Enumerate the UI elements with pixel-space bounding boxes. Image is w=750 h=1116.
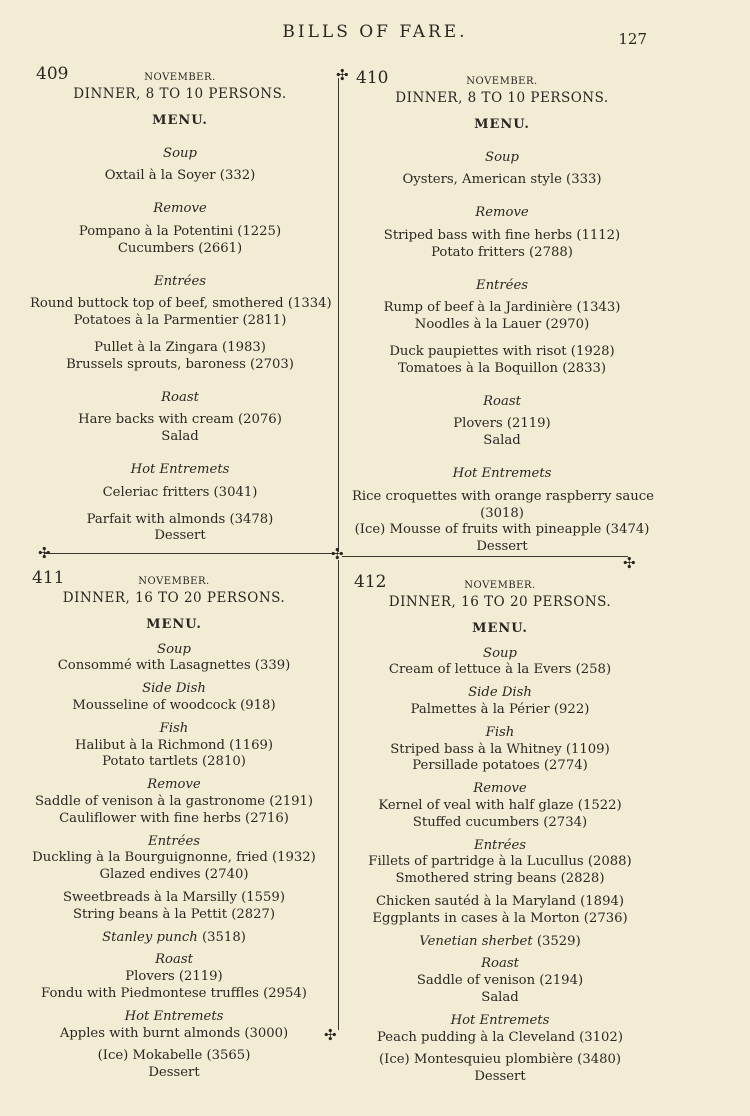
dish-item: Salad [161,429,199,445]
dish-item: Hare backs with cream (2076) [78,412,282,428]
dish-item: Pullet à la Zingara (1983) [94,339,266,355]
course-heading [30,146,330,163]
dish-item: Consommé with Lasagnettes (339) [57,658,291,674]
course-heading [26,952,322,969]
dish-item: Palmettes à la Périer (922) [410,701,590,717]
course-heading-text: Hot Entremets [452,465,552,481]
menu-section [26,834,322,924]
course-heading-number: (3518) [197,929,246,945]
dish-item: Cream of lettuce à la Evers (258) [388,662,612,678]
menu-title: DINNER, 16 TO 20 PERSONS. [62,590,286,606]
dish-item: Celeriac fritters (3041) [102,484,258,500]
course-heading-text: Entrées [473,837,527,853]
dish-item: Oysters, American style (333) [402,172,602,188]
menu-month: NOVEMBER. [464,580,536,591]
dish-item: Rump of beef à la Jardinière (1343) [383,300,621,316]
menu-section [350,838,650,928]
menu-month: NOVEMBER. [138,576,210,587]
course-heading-text: Side Dish [468,685,532,701]
menu-section [350,725,650,775]
course-heading-text: Fish [485,724,515,740]
dish-item: Fillets of partridge à la Lucullus (2088) [368,854,632,870]
dish-item: Pompano à la Potentini (1225) [78,223,282,239]
course-heading-text: Soup [163,145,197,161]
dish-item: Salad [481,989,519,1005]
menu-section [350,646,650,680]
menu-section [26,721,322,771]
dish-item: Round buttock top of beef, smothered (1334) [30,296,332,312]
course-heading-text: Entrées [475,277,529,293]
dish-item: Chicken sautéd à la Maryland (1894) [375,893,625,909]
menu-411 [26,570,322,1082]
dish-item: Dessert [154,528,206,544]
dish-item: Cauliflower with fine herbs (2716) [59,810,289,826]
dish-item: (Ice) Montesquieu plombière (3480) [378,1052,622,1068]
menu-title: DINNER, 8 TO 10 PERSONS. [73,86,287,102]
dish-item: Rice croquettes with orange raspberry sauce [352,488,654,504]
menu-section [352,150,652,190]
menu-section [26,952,322,1002]
dish-item: Dessert [476,539,528,555]
menu-section [30,146,330,186]
course-heading [350,646,650,663]
dish-item: Duck paupiettes with risot (1928) [389,343,615,359]
course-heading-text: Remove [475,205,529,221]
menu-title: DINNER, 16 TO 20 PERSONS. [388,594,612,610]
course-heading [350,685,650,702]
dish-item: Cucumbers (2661) [117,240,243,256]
dish-item: Stuffed cucumbers (2734) [412,814,588,830]
course-heading-number: (3529) [532,933,581,949]
course-heading [26,642,322,659]
menu-section [30,390,330,446]
menu-section [352,205,652,261]
group-spacer [352,334,652,344]
course-heading [350,838,650,855]
dish-item: Potato tartlets (2810) [102,754,246,770]
vertical-divider-bottom [338,560,339,1030]
menu-section [30,201,330,257]
course-heading [352,278,652,295]
dish-item: Oxtail à la Soyer (332) [104,168,256,184]
dish-item: Smothered string beans (2828) [395,871,605,887]
course-heading-text: Soup [485,149,519,165]
dish-item: Sweetbreads à la Marsilly (1559) [63,889,285,905]
dish-item: Brussels sprouts, baroness (2703) [66,356,294,372]
course-heading-text: Roast [155,952,193,968]
menu-section [350,685,650,719]
dish-item: Apples with burnt almonds (3000) [59,1025,289,1041]
fleuron-ornament-icon: ✣ [336,66,349,84]
menu-410 [352,70,652,556]
course-heading-text: Entrées [153,273,207,289]
dish-item: Saddle of venison à la gastronome (2191) [34,793,314,809]
course-heading [26,834,322,851]
course-heading [26,930,322,947]
menu-number: 412 [354,572,387,592]
menu-section [350,781,650,831]
dish-item: (Ice) Mousse of fruits with pineapple (3474) [354,522,650,538]
course-heading-text: Hot Entremets [450,1012,550,1028]
dish-item: Mousseline of woodcock (918) [72,697,276,713]
course-heading-text: Venetian sherbet [419,933,533,949]
course-heading-text: Side Dish [142,681,206,697]
menu-409 [30,66,330,545]
course-heading [352,394,652,411]
course-heading-text: Stanley punch [102,929,198,945]
course-heading [26,1009,322,1026]
menu-month: NOVEMBER. [144,72,216,83]
menu-section [350,956,650,1006]
dish-item: Fondu with Piedmontese truffles (2954) [41,985,307,1001]
menu-number: 410 [356,68,389,88]
menu-number: 409 [36,64,69,84]
menu-label: MENU. [152,112,208,128]
menu-number: 411 [32,568,65,588]
course-heading-text: Roast [161,389,199,405]
group-spacer [30,502,330,512]
dish-item: Noodles à la Lauer (2970) [414,317,590,333]
dish-item: Tomatoes à la Boquillon (2833) [397,360,607,376]
dish-item: Duckling à la Bourguignonne, fried (1932) [32,850,316,866]
course-heading-text: Hot Entremets [124,1008,224,1024]
course-heading [350,934,650,951]
menu-section [350,934,650,951]
menu-section [30,274,330,374]
course-heading [352,150,652,167]
dish-item: (3018) [480,505,524,521]
dish-item: Plovers (2119) [125,969,223,985]
course-heading [26,681,322,698]
page-number: 127 [618,30,647,48]
course-heading-text: Entrées [147,833,201,849]
course-heading [352,205,652,222]
course-heading [30,201,330,218]
dish-item: Potatoes à la Parmentier (2811) [73,313,287,329]
menu-title: DINNER, 8 TO 10 PERSONS. [395,90,609,106]
dish-item: Parfait with almonds (3478) [86,511,274,527]
course-heading-text: Remove [147,777,201,793]
menu-section [26,1009,322,1082]
menu-412 [350,574,650,1086]
fleuron-ornament-icon: ✣ [331,545,344,563]
course-heading-text: Soup [157,641,191,657]
group-spacer [30,330,330,340]
course-heading [30,274,330,291]
dish-item: Striped bass with fine herbs (1112) [383,227,621,243]
dish-item: Halibut à la Richmond (1169) [75,737,273,753]
course-heading [30,390,330,407]
fleuron-ornament-icon: ✣ [623,554,636,572]
fleuron-ornament-icon: ✣ [38,544,51,562]
menu-label: MENU. [472,620,528,636]
course-heading [350,1013,650,1030]
course-heading-text: Roast [481,956,519,972]
menu-section [26,681,322,715]
dish-item: Persillade potatoes (2774) [412,758,588,774]
dish-item: Eggplants in cases à la Morton (2736) [372,910,628,926]
course-heading-text: Remove [153,201,207,217]
course-heading-text: Soup [483,645,517,661]
dish-item: Dessert [474,1069,526,1085]
menu-label: MENU. [146,616,202,632]
horizontal-divider-left [44,553,338,554]
dish-item: String beans à la Pettit (2827) [72,906,276,922]
course-heading [352,466,652,483]
course-heading [26,777,322,794]
course-heading-text: Roast [483,393,521,409]
menu-section [26,930,322,947]
menu-section [352,278,652,378]
menu-section [350,1013,650,1086]
dish-item: (Ice) Mokabelle (3565) [97,1048,251,1064]
running-head: BILLS OF FARE. [282,22,468,42]
menu-month: NOVEMBER. [466,76,538,87]
fleuron-ornament-icon: ✣ [324,1026,337,1044]
dish-item: Potato fritters (2788) [431,244,573,260]
menu-label: MENU. [474,116,530,132]
horizontal-divider-right [342,556,628,557]
course-heading-text: Remove [473,781,527,797]
course-heading [26,721,322,738]
menu-section [30,462,330,545]
course-heading [30,462,330,479]
course-heading-text: Hot Entremets [130,461,230,477]
dish-item: Saddle of venison (2194) [416,973,584,989]
dish-item: Glazed endives (2740) [99,867,249,883]
menu-section [352,394,652,450]
dish-item: Kernel of veal with half glaze (1522) [378,797,622,813]
vertical-divider-top [338,78,339,552]
course-heading-text: Fish [159,720,189,736]
dish-item: Salad [483,433,521,449]
menu-section [26,777,322,827]
course-heading [350,956,650,973]
course-heading [350,781,650,798]
dish-item: Peach pudding à la Cleveland (3102) [377,1029,623,1045]
dish-item: Plovers (2119) [453,416,551,432]
course-heading [350,725,650,742]
menu-section [352,466,652,556]
dish-item: Striped bass à la Whitney (1109) [390,741,610,757]
dish-item: Dessert [148,1065,200,1081]
menu-section [26,642,322,676]
